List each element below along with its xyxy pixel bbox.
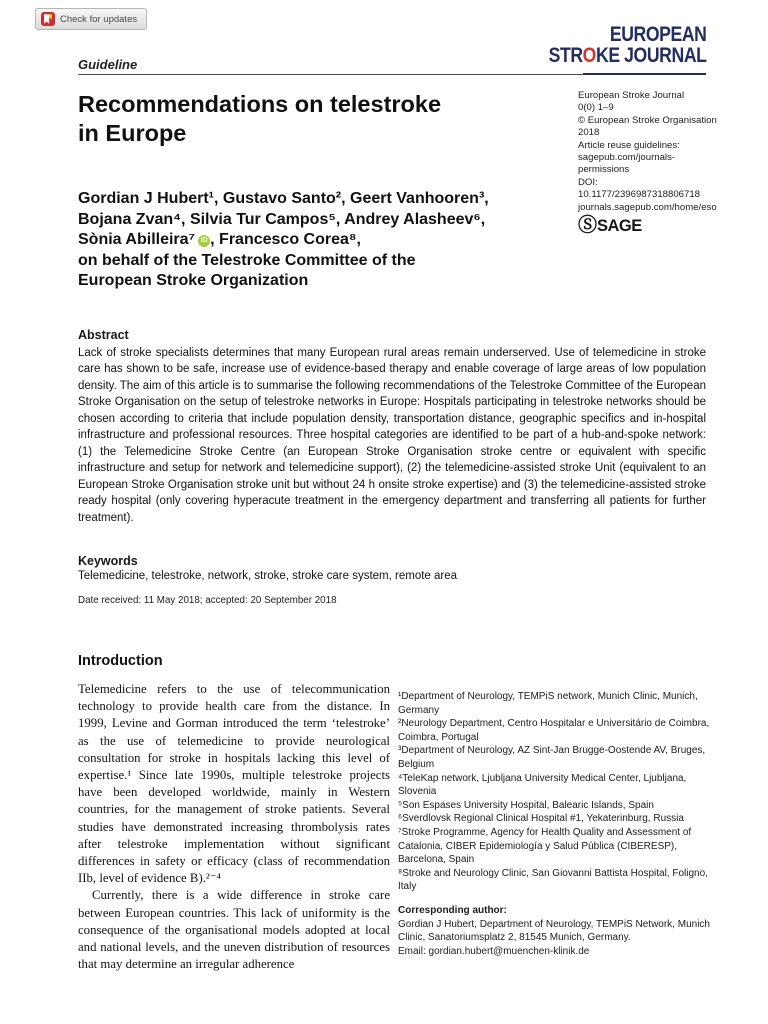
copyright-year: 2018 [578,127,600,139]
introduction-body [78,681,390,973]
affiliation-item: ⁴TeleKap network, Ljubljana University Medical Center, Ljubljana, Slovenia [398,772,687,798]
affiliation-item: ⁵Son Espases University Hospital, Balearic Islands, Spain [398,799,654,811]
affiliation-item: ²Neurology Department, Centro Hospitalar e Universitário de Coimbra, Coimbra, Portugal [398,718,710,743]
author-line-5: European Stroke Organization [78,272,309,289]
introduction-heading: Introduction [78,653,163,669]
abstract-heading: Abstract [78,328,129,342]
header-rule [78,73,706,75]
introduction-column [78,653,390,973]
page-title [78,90,441,148]
affiliation-item: ¹Department of Neurology, TEMPiS network, Munich Clinic, Munich, Germany [398,691,698,716]
keywords-text: Telemedicine, telestroke, network, stroke, stroke care system, remote area [78,570,458,582]
journal-logo [548,24,706,66]
crossmark-icon [41,12,55,26]
corresponding-author-block [398,904,710,958]
corresponding-author-heading: Corresponding author: [398,904,507,916]
author-line-3: Sònia Abilleira⁷ iD , Francesco Corea⁸, [78,231,361,248]
title-line2: in Europe [78,120,187,146]
author-line-1: Gordian J Hubert¹, Gustavo Santo², Geert Vanhooren³, [78,190,489,207]
affiliation-item: ⁷Stroke Programme, Agency for Health Quality and Assessment of Catalonia, CIBER Epidemiología y Salud Pública (CIBERESP), Barcelona, Spain [398,826,692,866]
author-line-2: Bojana Zvan⁴, Silvia Tur Campos⁵, Andrey Alasheev⁶, [78,210,486,228]
corresponding-author-email[interactable]: Email: gordian.hubert@muenchen-klinik.de [398,945,590,957]
author-list [78,189,489,292]
check-for-updates-button[interactable] [35,8,147,30]
sage-s-icon: Ⓢ [578,215,598,237]
reuse-guidelines-label: Article reuse guidelines: [578,139,680,151]
journal-logo-line1: EUROPEAN [609,22,706,46]
introduction-paragraph-1: Telemedicine refers to the use of telecommunication technology to provide health care from the distance. In 1999, Levine and Gorman introduced the term ‘telestroke’ as the use of telemedicine to provide neurological consultation for stroke in hospitals lacking this level of expertise.¹ Since late 1990s, multiple telestroke projects have been developed worldwide, mainly in Western countries, for the management of stroke patients. Several studies have demonstrated increasing thrombolysis rates after telestroke implementation without significant differences in safety or efficacy (class of recommendation IIb, level of evidence B).²⁻⁴ [78,682,390,886]
logo-underline [583,73,706,75]
logo-red-o: O [582,43,596,67]
journal-info [578,90,718,235]
corresponding-author-text: Gordian J Hubert, Department of Neurology, TEMPiS Network, Munich Clinic, Sanatoriumsplatz 2, 81545 Munich, Germany. [398,918,710,944]
title-line1: Recommendations on telestroke [78,91,442,117]
affiliation-item: ⁶Sverdlovsk Regional Clinical Hospital #1, Yekaterinburg, Russia [398,813,684,825]
journal-logo-line2: STROKE JOURNAL [548,43,706,67]
dates-line: Date received: 11 May 2018; accepted: 20 September 2018 [78,595,337,606]
sage-wordmark: SAGE [597,217,642,236]
header-rule-left [78,74,583,76]
affiliation-item: ⁸Stroke and Neurology Clinic, San Giovanni Battista Hospital, Foligno, Italy [398,867,708,893]
journal-name: European Stroke Journal [578,90,685,101]
affiliation-item: ³Department of Neurology, AZ Sint-Jan Brugge-Oostende AV, Bruges, Belgium [398,745,706,770]
issue-pages: 0(0) 1–9 [578,102,614,114]
check-for-updates-label: Check for updates [60,13,138,25]
section-label: Guideline [78,57,138,72]
permissions-link[interactable]: sagepub.com/journals-permissions [578,152,676,176]
keywords-heading: Keywords [78,554,138,568]
journal-home-link[interactable]: journals.sagepub.com/home/eso [578,201,717,213]
copyright-line: © European Stroke Organisation [578,114,717,126]
doi-line: DOI: 10.1177/2396987318806718 [578,176,701,201]
orcid-icon[interactable]: iD [198,235,210,247]
sage-logo [578,217,718,235]
introduction-paragraph-2: Currently, there is a wide difference in stroke care between European countries. This lack of uniformity is the consequence of the organisational models adopted at local and national levels, and the uneven distribution of resources that may determine an irregular adherence [78,888,390,972]
abstract-text: Lack of stroke specialists determines that many European rural areas remain underserved. Use of telemedicine in stroke care has shown to be safe, increase use of evidence-based therapy and enable coverage of large areas of low population density. The aim of this article is to summarise the following recommendations of the Telestroke Committee of the European Stroke Organisation on the setup of telestroke networks in Europe: Hospitals participating in telestroke networks should be chosen according to criteria that include population density, transportation distance, geographic specifics and in-hospital infrastructure and professional resources. Three hospital categories are identified to be part of a hub-and-spoke network: (1) the Telemedicine Stroke Centre (an European Stroke Organisation stroke centre or equivalent with specific infrastructure and setup for network and telemedicine support), (2) the telemedicine-assisted stroke Unit (equivalent to an European Stroke Organisation stroke unit but without 24 h onsite stroke expertise) and (3) the telemedicine-assisted stroke ready hospital (only covering hyperacute treatment in the emergency department and transferring all patients for further treatment). [78,347,706,524]
footnote-column [398,690,710,958]
author-line-4: on behalf of the Telestroke Committee of the [78,251,416,269]
